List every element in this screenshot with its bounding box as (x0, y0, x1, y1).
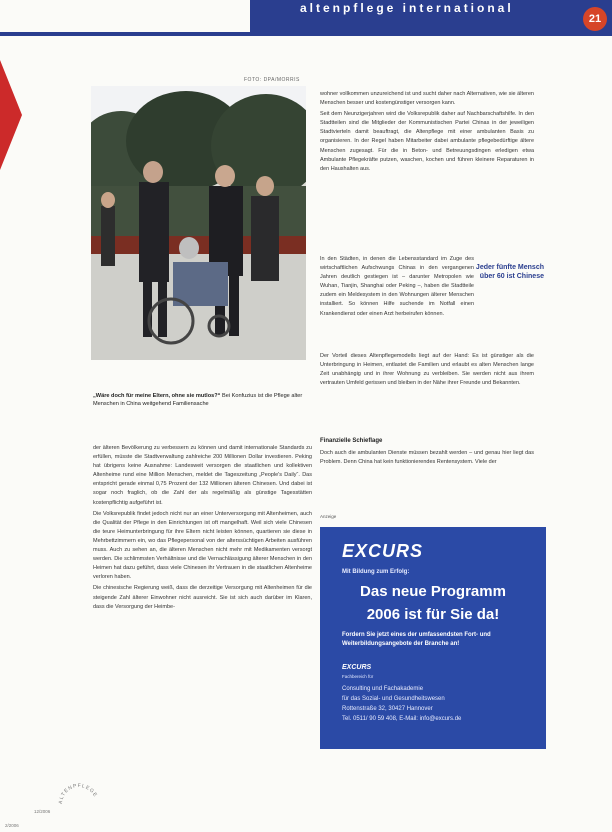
article-column-right-lower (320, 352, 534, 390)
paragraph: Der Vorteil dieses Altenpflegemodells liegt auf der Hand: Es ist günstiger als die Unterbringung in Heimen, entlastet die Familien und erlaubt es alten Menschen lange Zeit unabhängig und in ihrer Wohnung zu verbleiben. Sie werden nicht aus ihrem vertrauten Umfeld gerissen und bleiben in der Nähe ihrer Freunde und Bekannten. (320, 353, 534, 387)
article-column-right-wrap (320, 255, 474, 321)
ad-brand-secondary: EXCURS (342, 664, 372, 671)
footer-stamp: 12/2006 (34, 809, 51, 814)
ad-headline-line-2: 2006 ist für Sie da! (366, 606, 500, 623)
ad-contact-line: für das Sozial- und Gesundheitswesen (342, 696, 445, 702)
article-column-finance (320, 449, 534, 469)
excurs-advertisement (320, 527, 546, 749)
paragraph: In den Städten, in denen die Lebensstandard im Zuge des wirtschaftlichen Aufschwungs Chinas in den vergangenen Jahren deutlich gestiegen ist – darunter Metropolen wie Wuhan, Tianjin, Shanghai oder Peking –, haben die Stadtteile zudem ein Meldesystem in den Wohnungen älterer Menschen installiert. So können Hilfe suchende im Notfall einen Krankendienst oder einen Arzt herbeirufen können. (320, 256, 474, 317)
article-column-left (93, 444, 312, 614)
article-photo (91, 86, 306, 360)
article-column-right-top (320, 90, 534, 176)
ad-tagline: Mit Bildung zum Erfolg: (342, 569, 410, 575)
paragraph: der älteren Bevölkerung zu verbessern zu können und damit internationale Standards zu erfüllen, müsste die Stadtverwaltung zahlreiche 200 Millionen Dollar investieren. Peking hat übrigens keine Ausnahme: Landesweit versorgen die staatlichen und kollektiven Altenheime rund eine Million Menschen, meldet die Tageszeitung „People's Daily“. Das entspricht gerade einmal 0,75 Prozent der 132 Millionen älteren Chinesen. Und dabei ist sogar noch fraglich, ob die Zahl der als regelmäßig als günstige Tagesstätten kostenpflichtig aufgeführt ist. (93, 445, 312, 506)
section-subheading: Finanzielle Schieflage (320, 438, 383, 444)
photo-credit: FOTO: DPA/MORRIS (244, 77, 300, 83)
footer-issue: 2/2006 (5, 823, 19, 828)
red-corner-decoration (0, 40, 30, 190)
ad-body-text (342, 631, 522, 649)
ad-contact-line: Rottenstraße 32, 30427 Hannover (342, 706, 433, 712)
caption-text: Bei Konfuzius ist die Pflege alter Menschen in China weitgehend Familiensache (93, 393, 303, 407)
magazine-section-title: altenpflege international (300, 1, 514, 15)
advertisement-label: Anzeige (320, 514, 337, 519)
ad-contact-block (342, 684, 542, 724)
ad-contact-line: Tel. 0511/ 90 59 408, E-Mail: info@excurs.de (342, 716, 462, 722)
svg-text:ALTENPFLEGE (58, 783, 98, 804)
ad-brand-logo: EXCURS (342, 541, 424, 561)
wheelchair-scene-illustration (91, 86, 306, 360)
ad-contact-line: Consulting und Fachakademie (342, 686, 424, 692)
caption-quote: „Wäre doch für meine Eltern, ohne sie mutlos?“ (93, 393, 221, 399)
paragraph: Doch auch die ambulanten Dienste müssen bezahlt werden – und genau hier liegt das Problem. Denn China hat kein funktionierendes Rentensystem. Viele der (320, 450, 534, 466)
paragraph: Seit dem Neunzigerjahren wird die Volksrepublik daher auf Nachbarschaftshilfe. In den Stadtteilen sind die Mitglieder der Kommunistischen Partei Chinas in der jeweiligen Stadtvierteln damit beauftragt, die Altenpflege mit einer ambulanten Basis zu organisieren. In der Regel haben Mitarbeiter dabei ambulante pflegebedürftige ältere Menschen zugesagt. Für die in Beton- und Betreuungsdingen erledigen etwa Ambulante Pflegekräfte putzen, waschen, kochen und führen kleinere Reparaturen in den Haushalten aus. (320, 111, 534, 172)
ad-body-strong: Fordern Sie jetzt eines der umfassendsten Fort- und Weiterbildungsangebote der Branche an! (342, 632, 491, 647)
ad-subline: Fachbereich für (342, 674, 374, 679)
photo-caption (93, 392, 308, 408)
pull-quote: Jeder fünfte Mensch über 60 ist Chinese (475, 264, 544, 280)
ad-headline-line-1: Das neue Programm (360, 583, 506, 600)
paragraph: wohner vollkommen unzureichend ist und sucht daher nach Alternativen, wie sie älteren Menschen besser und kostengünstiger versorgen kann. (320, 91, 534, 107)
magazine-seal-icon (54, 774, 104, 824)
page-number-badge: 21 (583, 7, 607, 31)
paragraph: Die Volksrepublik findet jedoch nicht nur an einer Unterversorgung mit Altenheimen, auch die Qualität der Pflege in den Einrichtungen ist oft mangelhaft. Weil sich viele Chinesen die teure Heimunterbringung für ihre Eltern nicht leisten können, quartieren sie diese in Mehrbettzimmern ein, wo das Pflegepersonal von der alterssüchtigen Arbeiten ausführen muss. Auch zu sehen an, die älteren Menschen nicht mehr mit Medikamenten versorgt werden. Die schlimmsten Verhältnisse und die Vernachlässigung älterer Menschen in den Heimen hat dazu geführt, dass viele Chinesen ihr Vertrauen in die staatlichen Altenheime verloren haben. (93, 510, 312, 581)
paragraph: Die chinesische Regierung weiß, dass die derzeitige Versorgung mit Altenheimen für die steigende Zahl älterer Einwohner nicht ausreicht. Sie ist sich auch darüber im Klaren, dass die Versorgung der Heimbe- (93, 585, 312, 610)
seal-text: ALTENPFLEGE (57, 782, 99, 805)
